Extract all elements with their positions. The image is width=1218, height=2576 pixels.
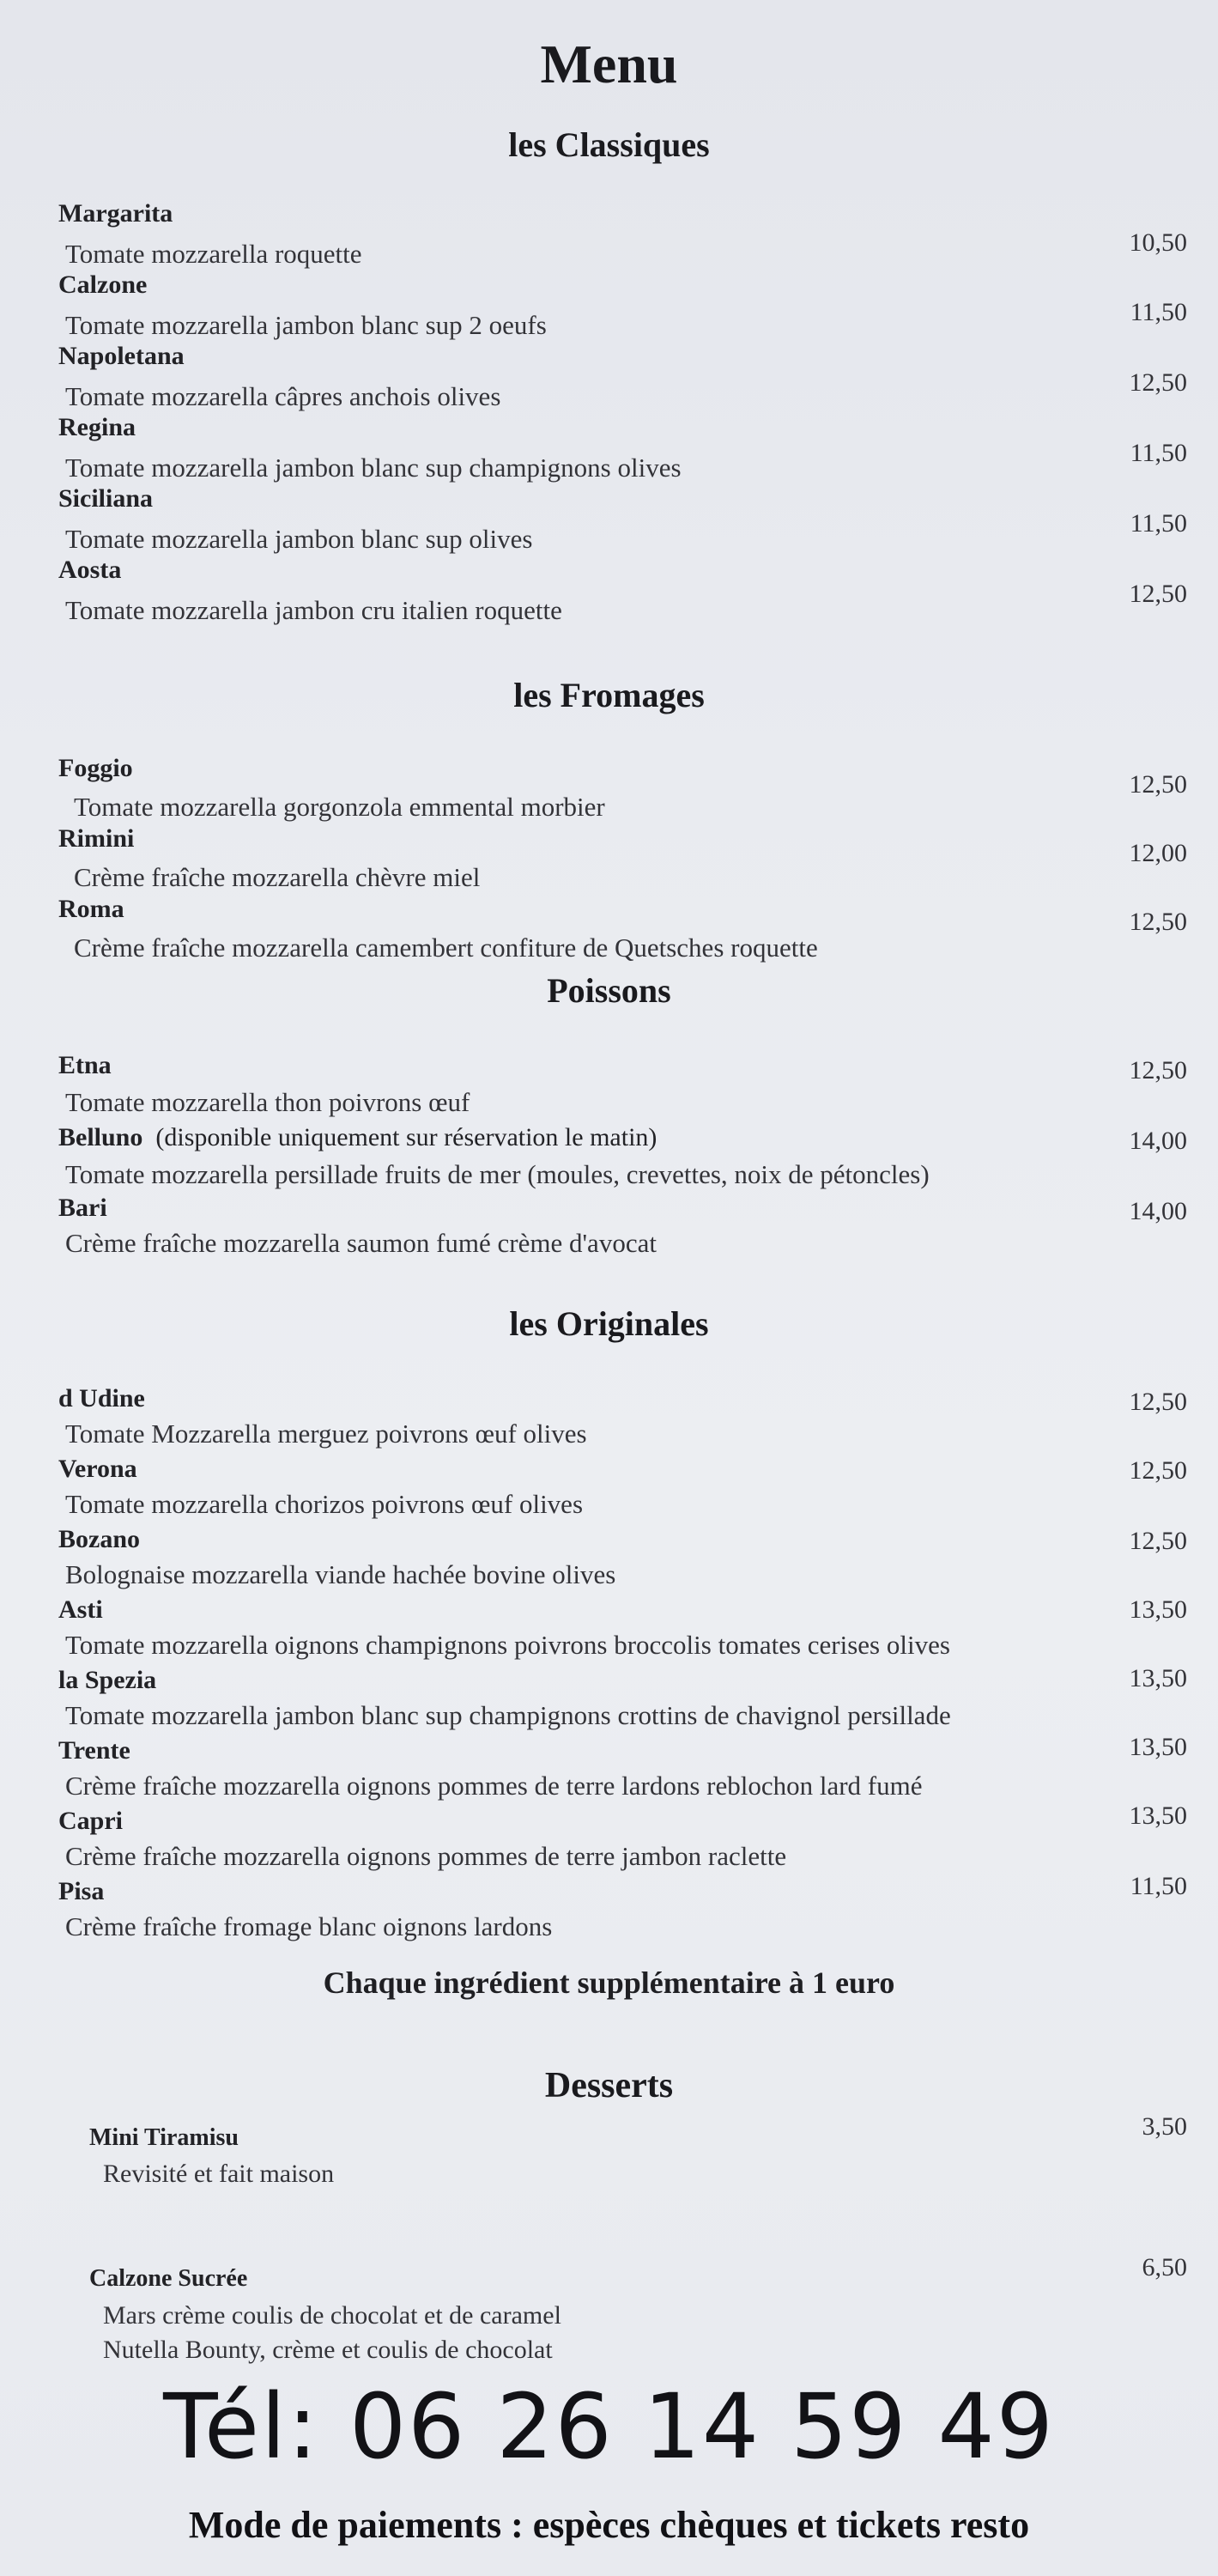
dessert-description: Nutella Bounty, crème et coulis de chocolat [103,2336,553,2364]
section-title-poissons: Poissons [547,971,671,1010]
dessert-price: 3,50 [1142,2112,1187,2141]
item-price: 13,50 [1129,1595,1187,1624]
item-description: Tomate mozzarella jambon blanc sup champignons crottins de chavignol persillade [65,1700,951,1730]
item-price: 11,50 [1130,509,1187,538]
item-description: Tomate mozzarella chorizos poivrons œuf olives [65,1489,584,1519]
item-price: 14,00 [1129,1127,1187,1155]
dessert-description: Revisité et fait maison [103,2160,335,2188]
item-description: Tomate mozzarella câpres anchois olives [65,381,501,411]
item-name: Foggio [58,754,133,782]
item-description: Crème fraîche fromage blanc oignons lardons [65,1911,553,1941]
item-name: d Udine [58,1384,145,1413]
item-name: Pisa [58,1877,105,1905]
item-price: 12,50 [1129,1527,1187,1555]
section-title-fromages: les Fromages [513,676,705,714]
dessert-name: Mini Tiramisu [89,2124,239,2151]
item-name: Bozano [58,1525,141,1553]
item-description: Tomate mozzarella gorgonzola emmental morbier [74,792,605,822]
item-price: 12,50 [1129,908,1187,936]
item-name: Margarita [58,199,173,228]
item-price: 12,50 [1129,1056,1187,1084]
item-price: 14,00 [1129,1197,1187,1225]
item-name: Capri [58,1807,123,1835]
phone-number: Tél: 06 26 14 59 49 [163,2374,1055,2479]
section-title-classiques: les Classiques [508,125,710,164]
item-description: Tomate Mozzarella merguez poivrons œuf olives [65,1419,587,1449]
item-name: Bari [58,1194,107,1222]
item-price: 13,50 [1129,1664,1187,1692]
item-name: la Spezia [58,1666,157,1694]
item-price: 10,50 [1129,228,1187,257]
section-title-desserts: Desserts [544,2066,674,2105]
item-name: Roma [58,895,124,923]
item-description: Tomate mozzarella jambon blanc sup olives [65,524,533,554]
section-title-originales: les Originales [509,1304,709,1343]
item-name [58,1123,657,1152]
item-description: Tomate mozzarella jambon blanc sup champignons olives [65,453,682,483]
dessert-name: Calzone Sucrée [89,2265,248,2292]
item-description: Tomate mozzarella oignons champignons poivrons broccolis tomates cerises olives [65,1630,950,1660]
item-description: Crème fraîche mozzarella camembert confiture de Quetsches roquette [74,933,818,963]
item-name: Trente [58,1736,130,1765]
item-price: 11,50 [1130,439,1187,467]
item-name: Verona [58,1455,137,1483]
dessert-description: Mars crème coulis de chocolat et de caramel [103,2301,561,2330]
item-price: 13,50 [1129,1733,1187,1761]
item-name: Regina [58,413,136,441]
dessert-price: 6,50 [1142,2253,1187,2281]
item-description: Tomate mozzarella jambon cru italien roquette [65,595,562,625]
item-name: Rimini [58,824,135,853]
item-description: Tomate mozzarella persillade fruits de mer (moules, crevettes, noix de pétoncles) [65,1159,930,1189]
item-description: Tomate mozzarella thon poivrons œuf [65,1087,470,1117]
item-description: Crème fraîche mozzarella oignons pommes de terre jambon raclette [65,1841,787,1871]
item-description: Crème fraîche mozzarella oignons pommes de terre lardons reblochon lard fumé [65,1771,923,1801]
item-name-text: Belluno [58,1123,143,1151]
page-title: Menu [540,33,678,94]
item-price: 12,50 [1129,1388,1187,1416]
item-price: 12,00 [1129,839,1187,867]
item-description: Tomate mozzarella roquette [65,239,362,269]
item-description: Crème fraîche mozzarella chèvre miel [74,862,481,892]
item-price: 13,50 [1129,1801,1187,1830]
item-name: Siciliana [58,484,154,513]
extra-ingredient-note: Chaque ingrédient supplémentaire à 1 euro [323,1965,895,2000]
item-description: Bolognaise mozzarella viande hachée bovine olives [65,1559,616,1589]
item-description: Crème fraîche mozzarella saumon fumé crème d'avocat [65,1228,657,1258]
item-name: Etna [58,1051,112,1079]
item-price: 11,50 [1130,1872,1187,1900]
payment-methods: Mode de paiements : espèces chèques et tickets resto [188,2504,1030,2546]
item-price: 12,50 [1129,580,1187,608]
item-note: (disponible uniquement sur réservation le matin) [155,1123,657,1151]
item-price: 11,50 [1130,298,1187,326]
item-description: Tomate mozzarella jambon blanc sup 2 oeufs [65,310,547,340]
item-price: 12,50 [1129,1456,1187,1485]
item-name: Aosta [58,556,122,584]
item-price: 12,50 [1129,770,1187,799]
item-name: Calzone [58,270,148,299]
item-name: Napoletana [58,342,185,370]
item-name: Asti [58,1595,103,1624]
item-price: 12,50 [1129,368,1187,397]
